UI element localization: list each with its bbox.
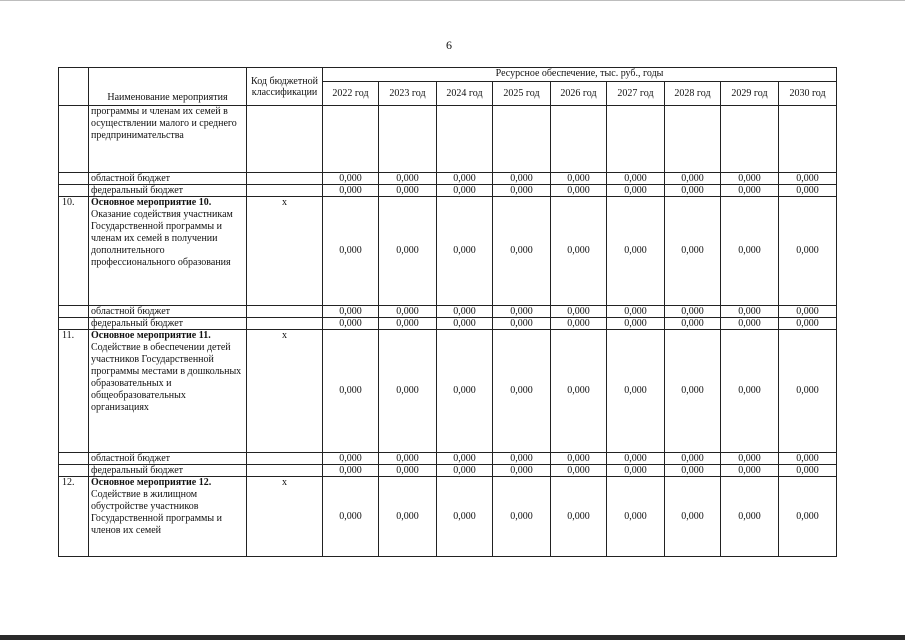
value-cell: 0,000 (721, 465, 779, 477)
value-cell: 0,000 (493, 197, 551, 306)
regional-budget-row (59, 173, 837, 185)
value-cell: 0,000 (323, 173, 379, 185)
value-cell: 0,000 (551, 173, 607, 185)
value-cell: 0,000 (779, 173, 837, 185)
value-cell: 0,000 (379, 465, 437, 477)
value-cell: 0,000 (323, 465, 379, 477)
header-year: 2025 год (493, 82, 551, 106)
value-cell: 0,000 (665, 306, 721, 318)
value-cell: 0,000 (379, 173, 437, 185)
measure-index: 11. (59, 330, 89, 453)
value-cell: 0,000 (779, 197, 837, 306)
value-cell: 0,000 (493, 306, 551, 318)
code-cell (247, 106, 323, 173)
value-cell: 0,000 (493, 465, 551, 477)
value-cell: 0,000 (665, 453, 721, 465)
value-cell: 0,000 (551, 306, 607, 318)
regional-budget-label: областной бюджет (89, 306, 247, 318)
value-cell: 0,000 (779, 330, 837, 453)
regional-budget-label: областной бюджет (89, 453, 247, 465)
federal-budget-row (59, 465, 837, 477)
measure-text-cell (89, 477, 247, 557)
value-cell: 0,000 (379, 477, 437, 557)
value-cell: 0,000 (551, 477, 607, 557)
measure-description: Содействие в обеспечении детей участников Государственной программы местами в дошкольных образовательных и общеобразовательных организациях (91, 342, 242, 413)
value-cell: 0,000 (665, 185, 721, 197)
value-cell: 0,000 (779, 477, 837, 557)
value-cell: 0,000 (665, 465, 721, 477)
value-cell: 0,000 (607, 185, 665, 197)
value-cell: 0,000 (607, 465, 665, 477)
value-cell: 0,000 (665, 318, 721, 330)
federal-budget-row (59, 318, 837, 330)
value-cell: 0,000 (607, 453, 665, 465)
value-cell: 0,000 (379, 185, 437, 197)
value-cell: 0,000 (379, 306, 437, 318)
value-cell: 0,000 (551, 330, 607, 453)
value-cell: 0,000 (779, 465, 837, 477)
value-cell: 0,000 (379, 330, 437, 453)
measure-row (59, 477, 837, 557)
measure-description: Оказание содействия участникам Государственной программы и членам их семей в получении дополнительного профессионального образования (91, 209, 233, 268)
measure-description: Содействие в жилищном обустройстве участников Государственной программы и членов их семей (91, 489, 222, 536)
value-cell: 0,000 (721, 453, 779, 465)
code-cell: х (247, 197, 323, 306)
header-resources: Ресурсное обеспечение, тыс. руб., годы (323, 68, 837, 82)
value-cell: 0,000 (437, 197, 493, 306)
value-cell: 0,000 (665, 197, 721, 306)
federal-budget-label: федеральный бюджет (89, 465, 247, 477)
federal-budget-row (59, 185, 837, 197)
value-cell: 0,000 (551, 318, 607, 330)
value-cell: 0,000 (551, 465, 607, 477)
value-cell: 0,000 (493, 185, 551, 197)
measure-title: Основное мероприятие 11. (91, 330, 211, 341)
value-cell: 0,000 (607, 306, 665, 318)
value-cell: 0,000 (779, 185, 837, 197)
value-cell: 0,000 (323, 197, 379, 306)
continuation-row (59, 106, 837, 173)
value-cell: 0,000 (379, 318, 437, 330)
page-number: 6 (446, 38, 452, 52)
federal-budget-label: федеральный бюджет (89, 185, 247, 197)
value-cell: 0,000 (437, 318, 493, 330)
header-name: Наименование мероприятия (89, 68, 247, 106)
value-cell: 0,000 (721, 173, 779, 185)
header-code: Код бюджетной классификации (247, 68, 323, 106)
value-cell: 0,000 (607, 173, 665, 185)
scan-edge-bottom (0, 635, 905, 640)
value-cell: 0,000 (323, 330, 379, 453)
header-year: 2028 год (665, 82, 721, 106)
value-cell: 0,000 (779, 453, 837, 465)
value-cell: 0,000 (551, 453, 607, 465)
measure-index: 12. (59, 477, 89, 557)
value-cell: 0,000 (493, 173, 551, 185)
measure-index: 10. (59, 197, 89, 306)
value-cell: 0,000 (779, 318, 837, 330)
value-cell: 0,000 (721, 318, 779, 330)
budget-table (58, 67, 837, 557)
value-cell: 0,000 (779, 306, 837, 318)
value-cell: 0,000 (323, 453, 379, 465)
value-cell: 0,000 (323, 185, 379, 197)
value-cell: 0,000 (551, 185, 607, 197)
value-cell: 0,000 (721, 306, 779, 318)
measure-row (59, 330, 837, 453)
header-year: 2023 год (379, 82, 437, 106)
scan-edge-top (0, 0, 905, 1)
value-cell: 0,000 (379, 197, 437, 306)
regional-budget-row (59, 453, 837, 465)
regional-budget-label: областной бюджет (89, 173, 247, 185)
value-cell: 0,000 (323, 306, 379, 318)
value-cell: 0,000 (607, 477, 665, 557)
value-cell: 0,000 (607, 330, 665, 453)
header-year: 2029 год (721, 82, 779, 106)
regional-budget-row (59, 306, 837, 318)
header-year: 2022 год (323, 82, 379, 106)
value-cell: 0,000 (493, 330, 551, 453)
value-cell: 0,000 (437, 185, 493, 197)
value-cell: 0,000 (721, 185, 779, 197)
value-cell: 0,000 (493, 453, 551, 465)
value-cell: 0,000 (665, 477, 721, 557)
value-cell: 0,000 (607, 197, 665, 306)
value-cell: 0,000 (551, 197, 607, 306)
value-cell: 0,000 (437, 330, 493, 453)
code-cell: х (247, 477, 323, 557)
value-cell: 0,000 (323, 318, 379, 330)
federal-budget-label: федеральный бюджет (89, 318, 247, 330)
index-cell (59, 106, 89, 173)
value-cell: 0,000 (437, 477, 493, 557)
measure-title: Основное мероприятие 12. (91, 477, 212, 488)
measure-title: Основное мероприятие 10. (91, 197, 212, 208)
value-cell: 0,000 (437, 306, 493, 318)
value-cell: 0,000 (323, 477, 379, 557)
value-cell: 0,000 (721, 477, 779, 557)
value-cell: 0,000 (379, 453, 437, 465)
value-cell: 0,000 (721, 330, 779, 453)
header-row-top (59, 68, 837, 82)
measure-text-cell (89, 330, 247, 453)
value-cell: 0,000 (493, 477, 551, 557)
header-year: 2024 год (437, 82, 493, 106)
code-cell: х (247, 330, 323, 453)
header-year: 2026 год (551, 82, 607, 106)
measure-text-cell (89, 197, 247, 306)
value-cell: 0,000 (437, 465, 493, 477)
value-cell: 0,000 (493, 318, 551, 330)
header-index-cell (59, 68, 89, 106)
measure-row (59, 197, 837, 306)
value-cell: 0,000 (437, 173, 493, 185)
header-year: 2030 год (779, 82, 837, 106)
value-cell: 0,000 (721, 197, 779, 306)
header-year: 2027 год (607, 82, 665, 106)
measure-description: программы и членам их семей в осуществлении малого и среднего предпринимательства (89, 106, 247, 173)
value-cell: 0,000 (607, 318, 665, 330)
value-cell: 0,000 (665, 173, 721, 185)
value-cell: 0,000 (665, 330, 721, 453)
value-cell: 0,000 (437, 453, 493, 465)
